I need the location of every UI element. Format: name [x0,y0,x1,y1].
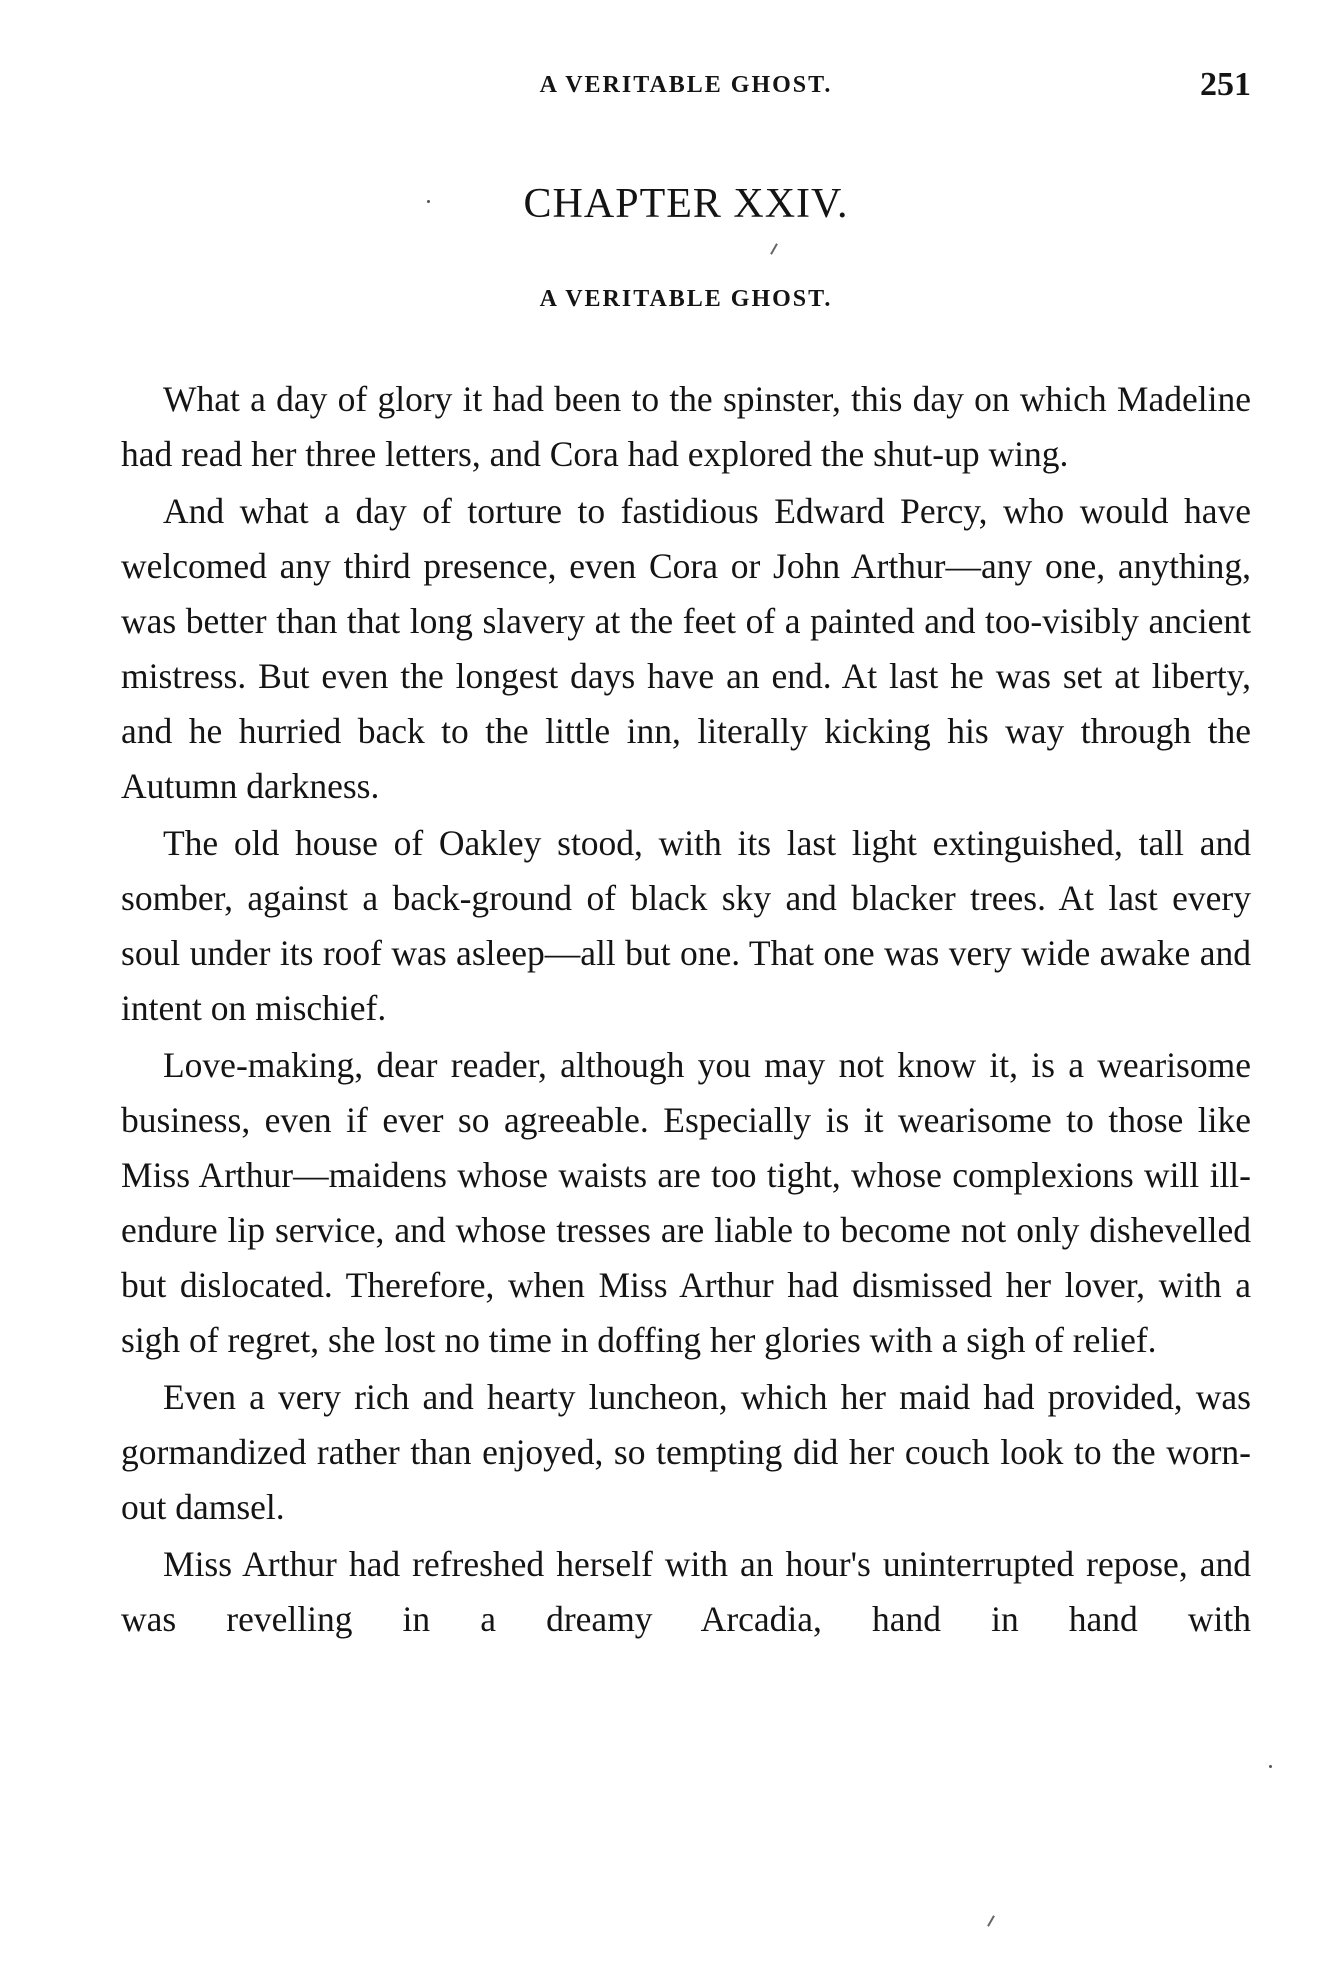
scan-speck [1269,1765,1272,1768]
paragraph-5: Even a very rich and hearty luncheon, which her maid had provided, was gormandized rather than enjoyed, so tempting did her couch look to the worn-out damsel. [121,1377,1251,1527]
scan-speck [427,200,430,203]
paragraph-6: Miss Arthur had refreshed herself with an hour's uninterrupted repose, and was revelling in a dreamy Arcadia, hand in hand with [121,1544,1251,1639]
running-title: A VERITABLE GHOST. [539,72,833,98]
chapter-subtitle: A VERITABLE GHOST. [539,286,833,312]
scan-mark [770,243,778,254]
paragraph-2: And what a day of torture to fastidious Edward Percy, who would have welcomed any third presence, even Cora or John Arthur—any one, anything, was better than that long slavery at the feet of a painted and too-visibly ancient mistress. But even the longest days have an end. At last he was set at liberty, and he hurried back to the little inn, literally kicking his way through the Autumn darkness. [121,491,1251,806]
running-head [121,66,1251,106]
body-text [121,372,1251,1649]
page-number: 251 [1200,66,1251,103]
scan-mark [987,1915,995,1926]
paragraph-3: The old house of Oakley stood, with its last light extinguished, tall and somber, against a back-ground of black sky and blacker trees. At last every soul under its roof was asleep—all but one. That one was very wide awake and intent on mischief. [121,823,1251,1028]
paragraph-1: What a day of glory it had been to the spinster, this day on which Madeline had read her three letters, and Cora had explored the shut-up wing. [121,379,1251,474]
chapter-title: CHAPTER XXIV. [523,181,849,227]
paragraph-4: Love-making, dear reader, although you may not know it, is a wearisome business, even if ever so agreeable. Especially is it wearisome to those like Miss Arthur—maidens whose waists are too tight, whose complexions will ill-endure lip service, and whose tresses are liable to become not only dishevelled but dislocated. Therefore, when Miss Arthur had dismissed her lover, with a sigh of regret, she lost no time in doffing her glories with a sigh of relief. [121,1045,1251,1360]
